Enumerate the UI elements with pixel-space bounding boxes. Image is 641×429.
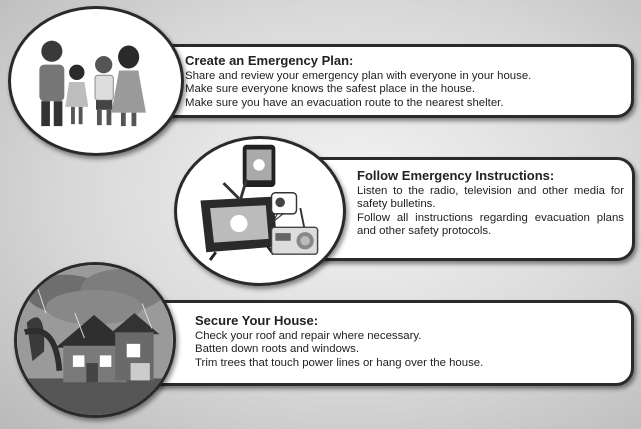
secure-house-title: Secure Your House: (195, 313, 319, 328)
secure-house-line-3: Trim trees that touch power lines or hang over the house. (195, 356, 484, 369)
emergency-plan-card (132, 44, 634, 118)
emergency-plan-title: Create an Emergency Plan: (185, 53, 354, 68)
storm-house-icon (14, 262, 176, 418)
family-icon (8, 6, 184, 156)
emergency-plan-line-2: Make sure everyone knows the safest place in the house. (185, 83, 475, 96)
media-devices-icon (174, 136, 346, 286)
emergency-instructions-line-2: Follow all instructions regarding evacuation plans and other safety protocols. (357, 211, 624, 238)
secure-house-card (120, 300, 634, 386)
secure-house-line-2: Batten down roots and windows. (195, 343, 359, 356)
emergency-plan-line-1: Share and review your emergency plan with everyone in your house. (185, 70, 532, 82)
emergency-instructions-line-1: Listen to the radio, television and other media for safety bulletins. (357, 185, 624, 211)
secure-house-line-1: Check your roof and repair where necessary. (195, 330, 422, 342)
emergency-plan-line-3: Make sure you have an evacuation route to the nearest shelter. (185, 96, 504, 109)
emergency-instructions-title: Follow Emergency Instructions: (357, 168, 555, 183)
